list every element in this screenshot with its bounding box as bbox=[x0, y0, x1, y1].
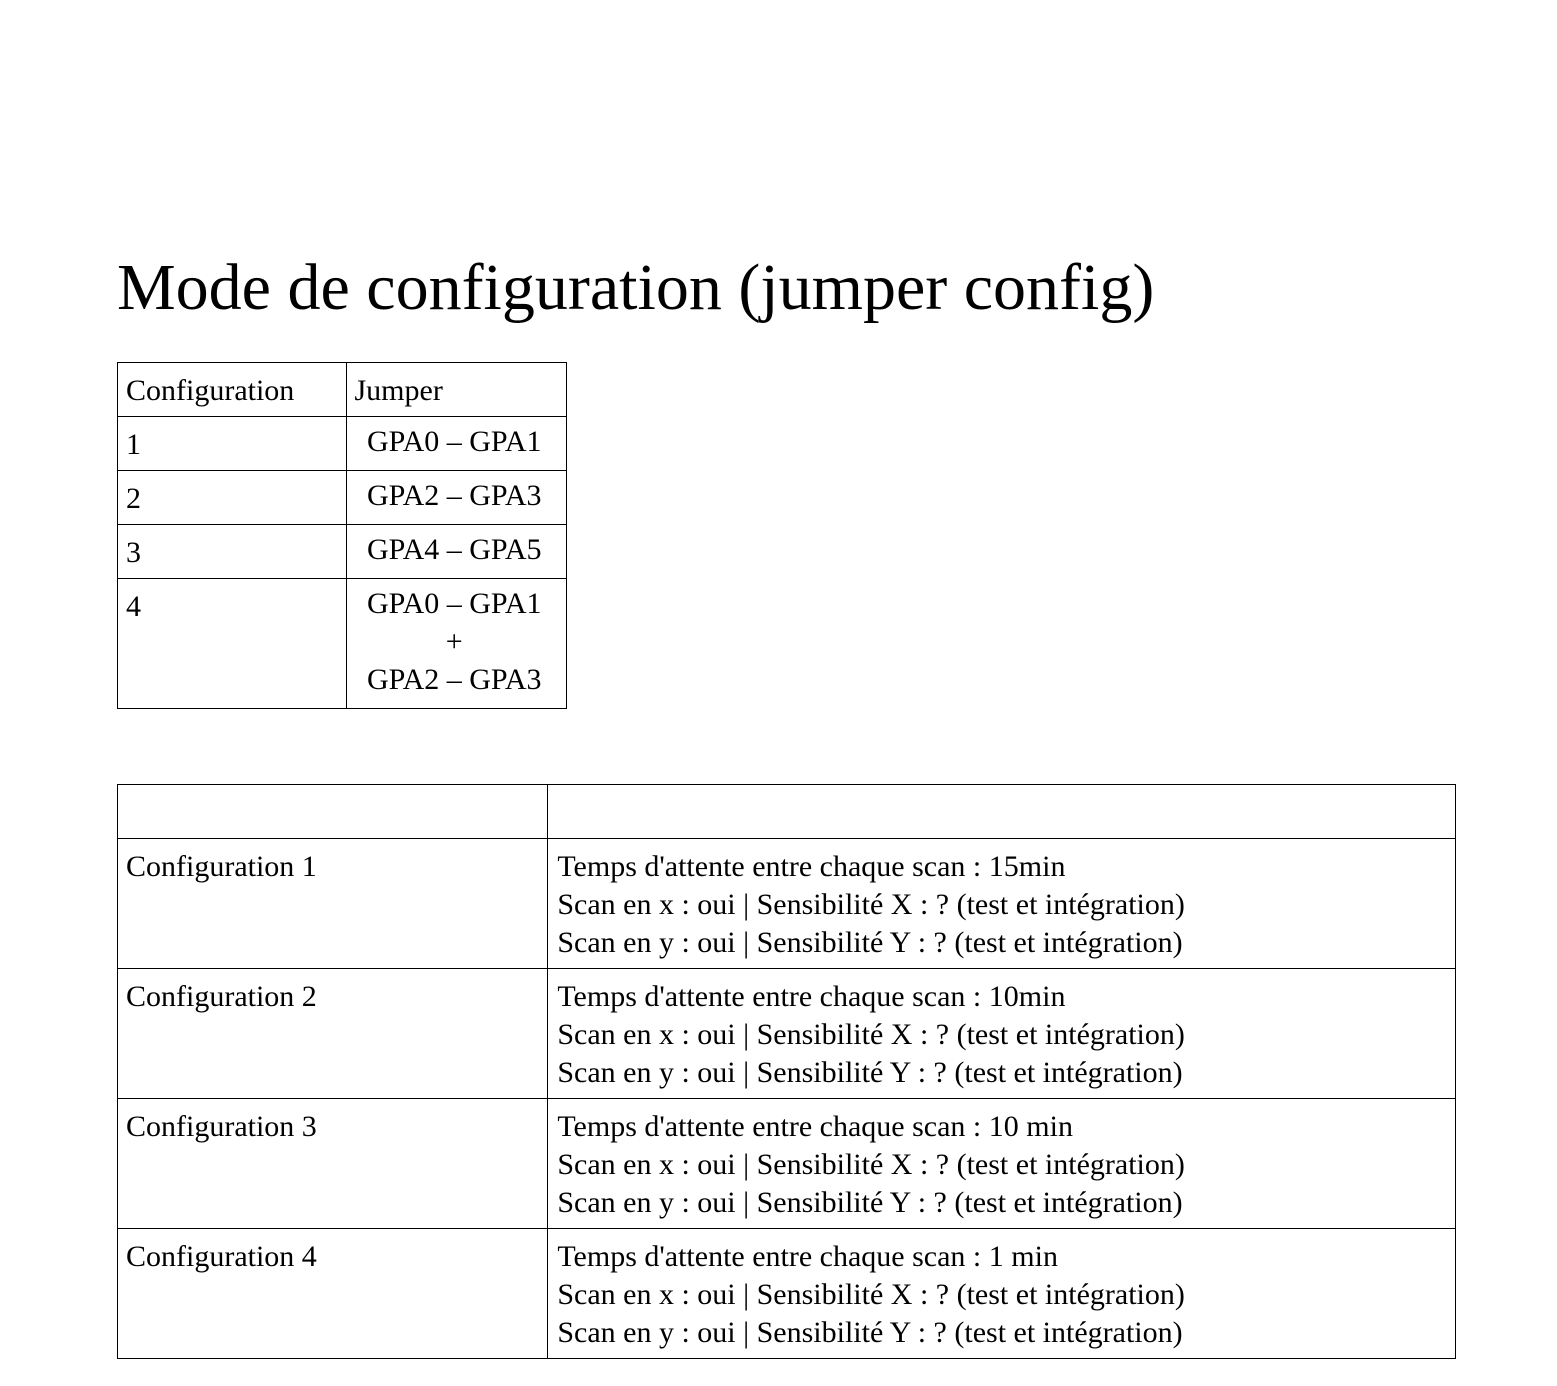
jumper-table-row bbox=[118, 525, 567, 579]
configuration-name: Configuration 1 bbox=[126, 850, 317, 883]
settings-table-row bbox=[118, 969, 1456, 1099]
jumper-pins-cell bbox=[346, 471, 567, 525]
configuration-name: Configuration 4 bbox=[126, 1240, 317, 1273]
jumper-config-cell bbox=[118, 525, 347, 579]
jumper-config-number: 2 bbox=[126, 482, 141, 515]
jumper-config-number: 4 bbox=[126, 590, 141, 623]
jumper-config-cell bbox=[118, 579, 347, 709]
jumper-table-row bbox=[118, 579, 567, 709]
scan-x-line: Scan en x : oui | Sensibilité X : ? (test et intégration) bbox=[557, 888, 1185, 921]
scan-y-line: Scan en y : oui | Sensibilité Y : ? (test et intégration) bbox=[557, 1056, 1183, 1089]
jumper-config-cell bbox=[118, 417, 347, 471]
jumper-plus-sign: + bbox=[445, 625, 463, 658]
jumper-config-number: 1 bbox=[126, 428, 141, 461]
jumper-table-row bbox=[118, 471, 567, 525]
settings-header-description bbox=[548, 785, 1455, 794]
jumper-header-jumper: Jumper bbox=[354, 374, 443, 407]
configuration-name: Configuration 3 bbox=[126, 1110, 317, 1143]
scan-x-line: Scan en x : oui | Sensibilité X : ? (test et intégration) bbox=[557, 1278, 1185, 1311]
settings-table bbox=[117, 784, 1456, 1359]
jumper-pins: GPA4 – GPA5 bbox=[366, 533, 542, 566]
settings-name-cell bbox=[118, 839, 548, 969]
settings-description-cell bbox=[548, 969, 1456, 1099]
settings-table-row bbox=[118, 1099, 1456, 1229]
scan-y-line: Scan en y : oui | Sensibilité Y : ? (test et intégration) bbox=[557, 1316, 1183, 1349]
configuration-name: Configuration 2 bbox=[126, 980, 317, 1013]
jumper-pins: GPA0 – GPA1 bbox=[366, 425, 542, 458]
settings-name-cell bbox=[118, 1229, 548, 1359]
jumper-pins-cell bbox=[346, 525, 567, 579]
scan-interval-line: Temps d'attente entre chaque scan : 15min bbox=[557, 850, 1066, 883]
jumper-table-row bbox=[118, 417, 567, 471]
jumper-config-number: 3 bbox=[126, 536, 141, 569]
jumper-pins-cell bbox=[346, 579, 567, 709]
jumper-header-configuration: Configuration bbox=[126, 374, 295, 407]
jumper-pins-cell bbox=[346, 417, 567, 471]
page-title: Mode de configuration (jumper config) bbox=[117, 251, 1155, 324]
jumper-header-configuration-cell bbox=[118, 363, 347, 417]
jumper-table-header-row bbox=[118, 363, 567, 417]
settings-header-name-cell bbox=[118, 785, 548, 839]
settings-header-description-cell bbox=[548, 785, 1456, 839]
scan-interval-line: Temps d'attente entre chaque scan : 10 min bbox=[557, 1110, 1073, 1143]
jumper-pins: GPA0 – GPA1 bbox=[366, 587, 542, 620]
settings-description-cell bbox=[548, 839, 1456, 969]
jumper-pins: GPA2 – GPA3 bbox=[366, 663, 542, 696]
scan-x-line: Scan en x : oui | Sensibilité X : ? (test et intégration) bbox=[557, 1148, 1185, 1181]
settings-description-cell bbox=[548, 1099, 1456, 1229]
jumper-table bbox=[117, 362, 567, 709]
settings-table-header-row bbox=[118, 785, 1456, 839]
scan-interval-line: Temps d'attente entre chaque scan : 10min bbox=[557, 980, 1066, 1013]
settings-name-cell bbox=[118, 1099, 548, 1229]
scan-x-line: Scan en x : oui | Sensibilité X : ? (test et intégration) bbox=[557, 1018, 1185, 1051]
jumper-config-cell bbox=[118, 471, 347, 525]
settings-table-row bbox=[118, 839, 1456, 969]
jumper-header-jumper-cell bbox=[346, 363, 567, 417]
settings-table-row bbox=[118, 1229, 1456, 1359]
scan-y-line: Scan en y : oui | Sensibilité Y : ? (test et intégration) bbox=[557, 1186, 1183, 1219]
scan-y-line: Scan en y : oui | Sensibilité Y : ? (test et intégration) bbox=[557, 926, 1183, 959]
settings-header-name bbox=[118, 785, 547, 794]
settings-description-cell bbox=[548, 1229, 1456, 1359]
scan-interval-line: Temps d'attente entre chaque scan : 1 min bbox=[557, 1240, 1058, 1273]
settings-name-cell bbox=[118, 969, 548, 1099]
jumper-pins: GPA2 – GPA3 bbox=[366, 479, 542, 512]
